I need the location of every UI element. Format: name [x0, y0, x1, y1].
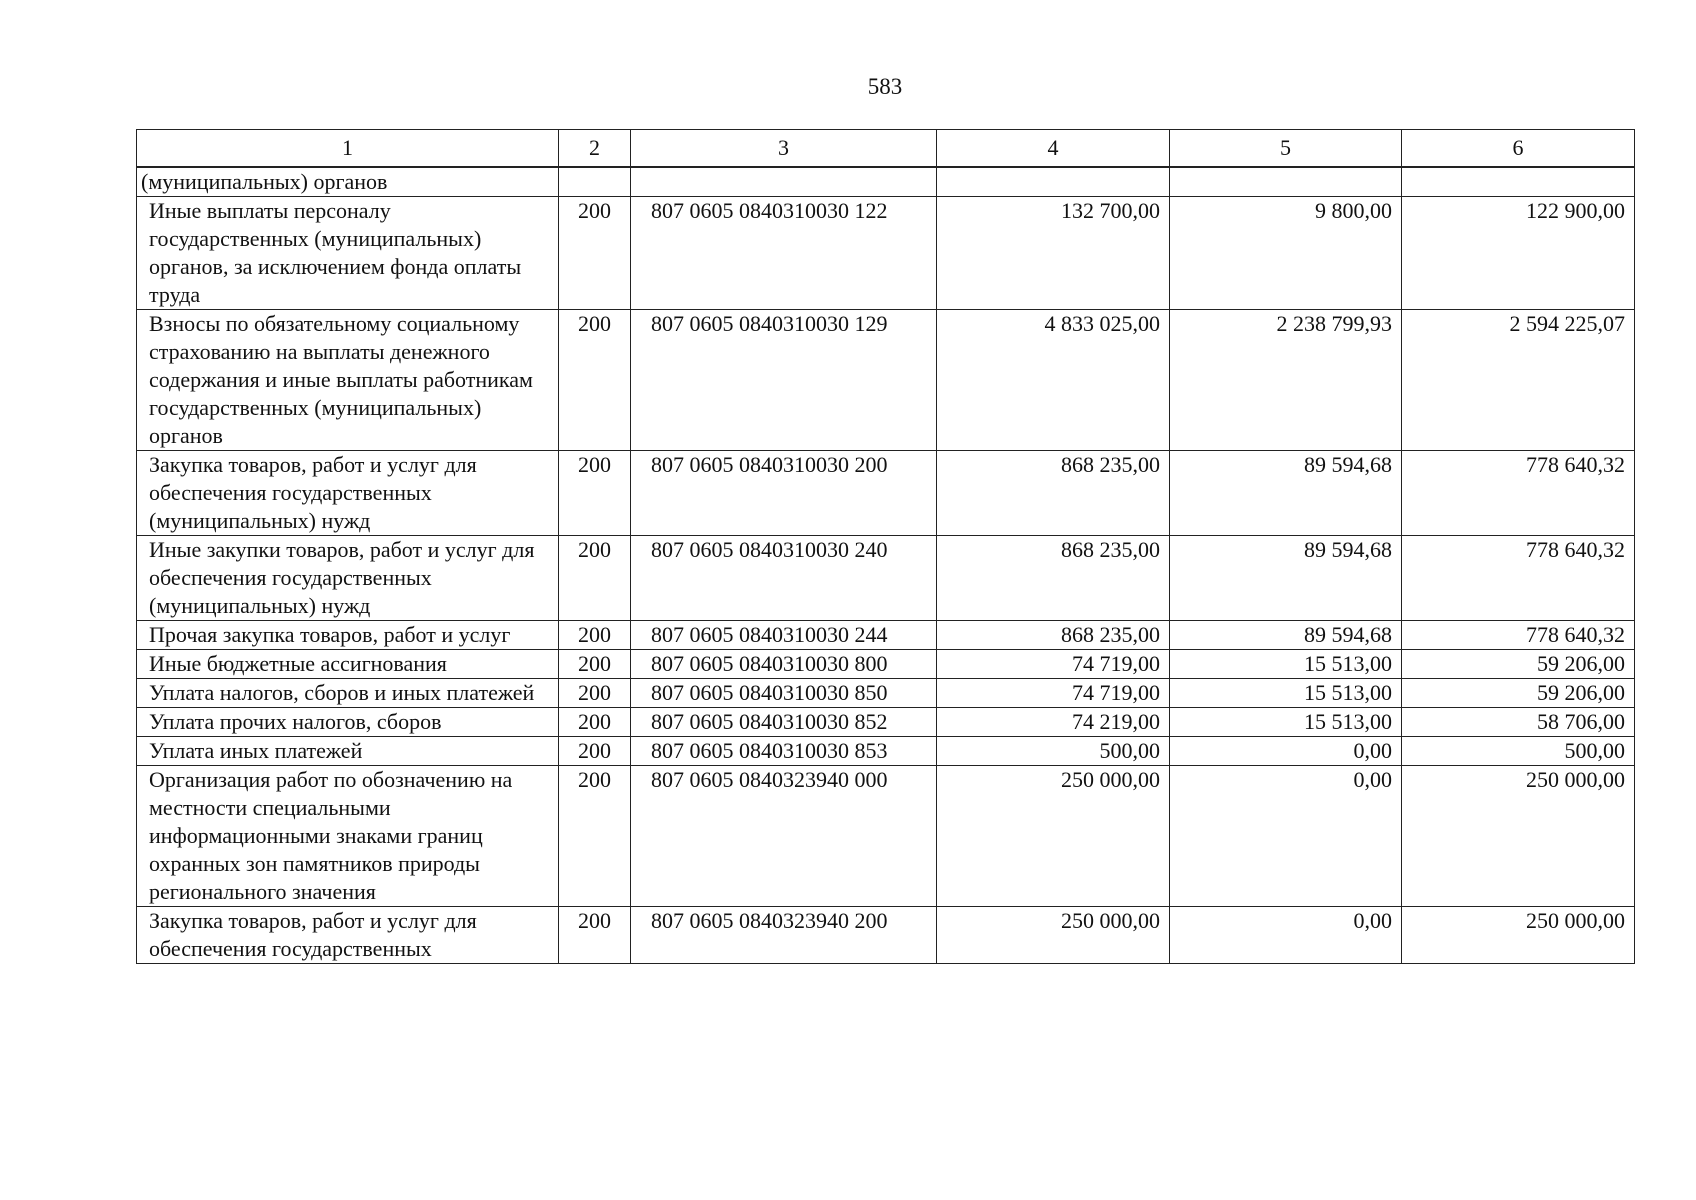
row-name: Иные выплаты персоналу государственных (муниципальных) органов, за исключением фонда оплаты труда	[137, 197, 559, 310]
row-name: Организация работ по обозначению на местности специальными информационными знаками границ охранных зон памятников природы регионального значения	[137, 766, 559, 907]
row-col-2: 200	[559, 310, 631, 451]
row-name: Закупка товаров, работ и услуг для обеспечения государственных (муниципальных) нужд	[137, 451, 559, 536]
row-col-2: 200	[559, 197, 631, 310]
row-col-2: 200	[559, 679, 631, 708]
row-col-4: 132 700,00	[937, 197, 1170, 310]
row-col-3: 807 0605 0840323940 000	[631, 766, 937, 907]
row-col-5: 0,00	[1170, 907, 1402, 964]
row-col-2: 200	[559, 536, 631, 621]
header-col-4: 4	[937, 130, 1170, 168]
row-col-5: 9 800,00	[1170, 197, 1402, 310]
row-col-4: 868 235,00	[937, 621, 1170, 650]
row-col-3: 807 0605 0840310030 244	[631, 621, 937, 650]
row-col-5: 15 513,00	[1170, 650, 1402, 679]
row-col-3: 807 0605 0840310030 240	[631, 536, 937, 621]
row-col-4: 868 235,00	[937, 451, 1170, 536]
row-col-5	[1170, 167, 1402, 197]
table-row	[137, 737, 1635, 766]
row-col-6: 59 206,00	[1402, 650, 1635, 679]
row-col-5: 89 594,68	[1170, 621, 1402, 650]
row-col-2: 200	[559, 451, 631, 536]
row-col-4	[937, 167, 1170, 197]
row-col-4: 250 000,00	[937, 907, 1170, 964]
table-row	[137, 197, 1635, 310]
row-col-3: 807 0605 0840310030 122	[631, 197, 937, 310]
row-col-5: 89 594,68	[1170, 536, 1402, 621]
row-col-5: 89 594,68	[1170, 451, 1402, 536]
header-row	[137, 130, 1635, 168]
row-col-5: 0,00	[1170, 737, 1402, 766]
row-col-4: 74 719,00	[937, 650, 1170, 679]
table-header	[137, 130, 1635, 168]
row-col-3	[631, 167, 937, 197]
table-row	[137, 766, 1635, 907]
row-col-6: 2 594 225,07	[1402, 310, 1635, 451]
table-row	[137, 621, 1635, 650]
row-col-3: 807 0605 0840310030 800	[631, 650, 937, 679]
header-col-3: 3	[631, 130, 937, 168]
row-col-2	[559, 167, 631, 197]
row-name: Уплата иных платежей	[137, 737, 559, 766]
row-col-5: 0,00	[1170, 766, 1402, 907]
row-col-6: 778 640,32	[1402, 536, 1635, 621]
table-row	[137, 650, 1635, 679]
row-col-6: 250 000,00	[1402, 766, 1635, 907]
row-col-3: 807 0605 0840310030 853	[631, 737, 937, 766]
header-col-6: 6	[1402, 130, 1635, 168]
table-row	[137, 679, 1635, 708]
row-col-6: 500,00	[1402, 737, 1635, 766]
row-col-3: 807 0605 0840323940 200	[631, 907, 937, 964]
row-col-2: 200	[559, 650, 631, 679]
page-number: 583	[867, 74, 903, 99]
row-col-6: 778 640,32	[1402, 451, 1635, 536]
row-name: Уплата прочих налогов, сборов	[137, 708, 559, 737]
row-col-3: 807 0605 0840310030 850	[631, 679, 937, 708]
row-col-4: 500,00	[937, 737, 1170, 766]
row-col-3: 807 0605 0840310030 852	[631, 708, 937, 737]
table-row	[137, 536, 1635, 621]
row-col-4: 250 000,00	[937, 766, 1170, 907]
row-name: Прочая закупка товаров, работ и услуг	[137, 621, 559, 650]
row-col-5: 15 513,00	[1170, 708, 1402, 737]
row-col-4: 74 719,00	[937, 679, 1170, 708]
row-col-6: 59 206,00	[1402, 679, 1635, 708]
row-col-4: 868 235,00	[937, 536, 1170, 621]
table-row	[137, 907, 1635, 964]
row-col-3: 807 0605 0840310030 200	[631, 451, 937, 536]
row-col-4: 74 219,00	[937, 708, 1170, 737]
row-col-6: 250 000,00	[1402, 907, 1635, 964]
row-col-5: 15 513,00	[1170, 679, 1402, 708]
row-col-3: 807 0605 0840310030 129	[631, 310, 937, 451]
table-body	[137, 167, 1635, 964]
header-col-1: 1	[137, 130, 559, 168]
row-col-6: 58 706,00	[1402, 708, 1635, 737]
row-col-2: 200	[559, 621, 631, 650]
row-col-2: 200	[559, 708, 631, 737]
row-col-6	[1402, 167, 1635, 197]
row-col-6: 122 900,00	[1402, 197, 1635, 310]
row-name: Уплата налогов, сборов и иных платежей	[137, 679, 559, 708]
table-row	[137, 451, 1635, 536]
row-col-2: 200	[559, 766, 631, 907]
row-name: (муниципальных) органов	[137, 167, 559, 197]
budget-table	[136, 129, 1635, 964]
row-name: Взносы по обязательному социальному страхованию на выплаты денежного содержания и иные выплаты работникам государственных (муниципальных) органов	[137, 310, 559, 451]
header-col-2: 2	[559, 130, 631, 168]
table-row	[137, 167, 1635, 197]
header-col-5: 5	[1170, 130, 1402, 168]
row-col-5: 2 238 799,93	[1170, 310, 1402, 451]
table-row	[137, 310, 1635, 451]
row-col-6: 778 640,32	[1402, 621, 1635, 650]
row-col-2: 200	[559, 737, 631, 766]
row-col-4: 4 833 025,00	[937, 310, 1170, 451]
row-name: Закупка товаров, работ и услуг для обеспечения государственных	[137, 907, 559, 964]
row-col-2: 200	[559, 907, 631, 964]
row-name: Иные закупки товаров, работ и услуг для обеспечения государственных (муниципальных) нужд	[137, 536, 559, 621]
row-name: Иные бюджетные ассигнования	[137, 650, 559, 679]
table-row	[137, 708, 1635, 737]
